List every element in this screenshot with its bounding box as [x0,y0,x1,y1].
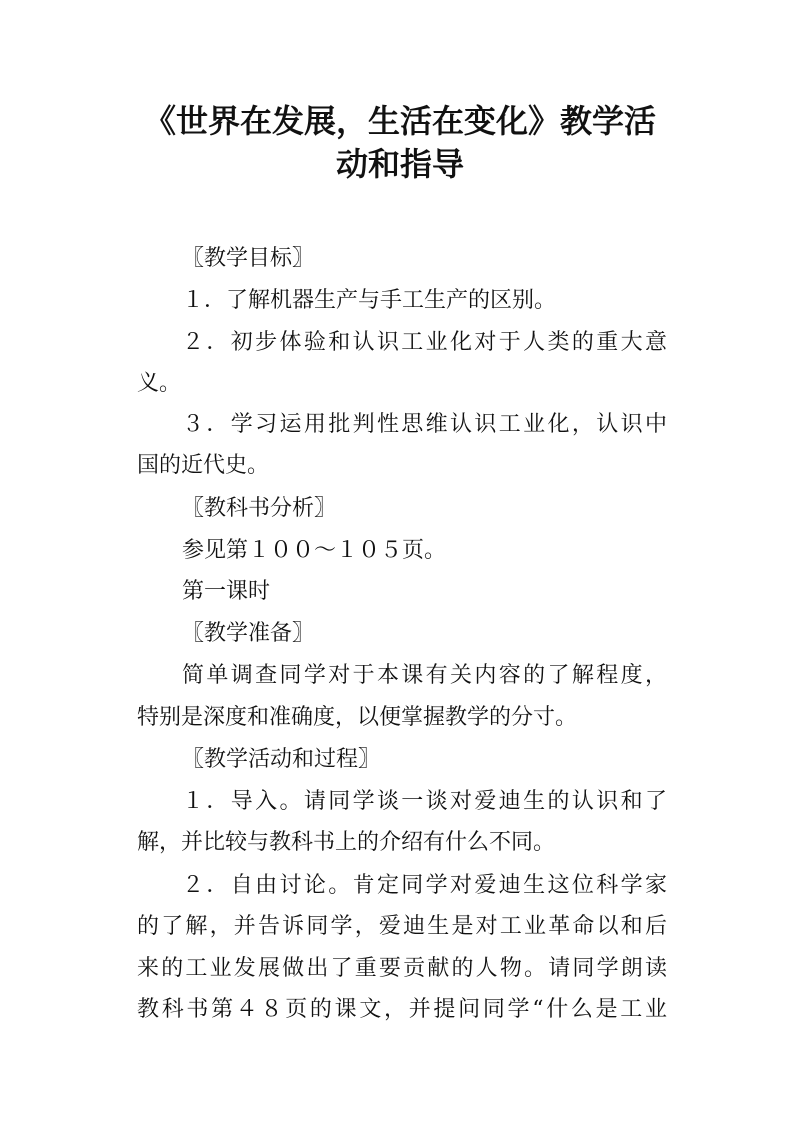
activity-item-1-continued: 解，并比较与教科书上的介绍有什么不同。 [137,830,556,855]
activity-item-2-line-3: 来的工业发展做出了重要贡献的人物。请同学朗读 [137,956,667,981]
activity-item-2: ２．自由讨论。肯定同学对爱迪生这位科学家 [182,873,667,898]
section-heading-textbook-analysis: 〖教科书分析〗 [182,496,337,521]
section-heading-activities: 〖教学活动和过程〗 [182,747,381,772]
activity-item-1: １．导入。请同学谈一谈对爱迪生的认识和了 [182,789,667,814]
goal-item-2: ２．初步体验和认识工业化对于人类的重大意 [182,330,667,355]
document-title-line-1: 《世界在发展，生活在变化》教学活 [143,102,656,140]
document-title-line-2: 动和指导 [335,145,464,183]
preparation-text: 简单调查同学对于本课有关内容的了解程度， [182,663,667,688]
goal-item-1: １．了解机器生产与手工生产的区别。 [182,288,557,313]
lesson-heading: 第一课时 [182,579,271,604]
activity-item-2-line-2: 的了解，并告诉同学，爱迪生是对工业革命以和后 [137,914,667,939]
preparation-text-continued: 特别是深度和准确度，以便掌握教学的分寸。 [137,705,578,730]
section-heading-goals: 〖教学目标〗 [182,246,315,271]
section-heading-preparation: 〖教学准备〗 [182,621,315,646]
activity-item-2-line-4: 教科书第４８页的课文，并提问同学“什么是工业 [137,997,667,1022]
textbook-pages-note: 参见第１００～１０５页。 [182,538,447,563]
goal-item-2-continued: 义。 [137,371,182,396]
goal-item-3-continued: 国的近代史。 [137,453,270,478]
goal-item-3: ３．学习运用批判性思维认识工业化，认识中 [182,412,667,437]
